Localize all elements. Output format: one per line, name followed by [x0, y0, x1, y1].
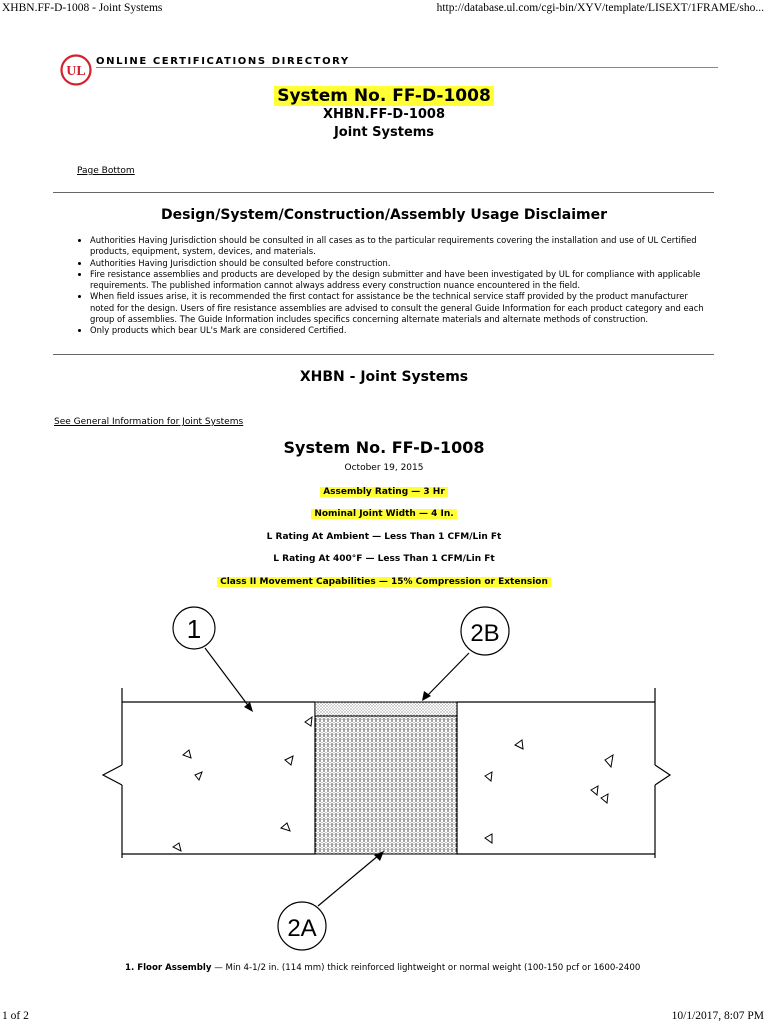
movement-capabilities: [0, 577, 768, 587]
left-concrete-slab: [103, 688, 315, 858]
callout-2b-label: 2B: [470, 620, 500, 647]
movement-capabilities-text: Class II Movement Capabilities — 15% Compression or Extension: [217, 577, 551, 587]
right-concrete-slab: [457, 688, 670, 858]
system-date: October 19, 2015: [344, 463, 424, 473]
l-rating-400f: L Rating At 400°F — Less Than 1 CFM/Lin Ft: [273, 554, 495, 564]
callout-2a: [278, 851, 384, 950]
section-title: XHBN - Joint Systems: [299, 369, 469, 385]
divider: [96, 67, 718, 68]
callout-2a-label: 2A: [287, 915, 317, 942]
list-item: • Authorities Having Jurisdiction should be consulted in all cases as to the particular requirements covering the installation and use of UL Certified products, equipment, system, devices, and materials.: [90, 235, 710, 258]
item-1-description: [125, 963, 640, 973]
page-title-text: System No. FF-D-1008: [274, 86, 494, 106]
item-1-label: 1. Floor Assembly: [125, 963, 212, 973]
divider: [53, 192, 714, 193]
logo-row: [60, 52, 718, 88]
print-url: http://database.ul.com/cgi-bin/XYV/template/LISEXT/1FRAME/sho...: [436, 2, 764, 14]
print-page-title: XHBN.FF-D-1008 - Joint Systems: [2, 2, 163, 14]
ul-logo-text: UL: [66, 64, 86, 79]
print-header: [0, 0, 768, 18]
mineral-wool-packing: [315, 716, 457, 854]
print-datetime: 10/1/2017, 8:07 PM: [671, 1010, 764, 1022]
general-info-link[interactable]: See General Information for Joint Systems: [54, 417, 244, 427]
item-1-text: — Min 4-1/2 in. (114 mm) thick reinforced lightweight or normal weight (100-150 pcf or 1600-2400: [211, 963, 641, 973]
assembly-rating-text: Assembly Rating — 3 Hr: [320, 487, 448, 497]
list-item: • When field issues arise, it is recommended the first contact for assistance be the technical service staff provided by the product manufacturer noted for the design. Users of fire resistance assemblies are advised to consult the general Guide Information for each product category and each group of assemblies. The Guide Information includes specifics concerning alternate materials and alternate methods of construction.: [90, 291, 710, 325]
joint-system-drawing: [95, 600, 695, 956]
list-item: • Fire resistance assemblies and products are developed by the design submitter and have been investigated by UL for compliance with applicable requirements. The published information cannot always address every construction nuance encountered in the field.: [90, 269, 710, 292]
callout-1-label: 1: [186, 614, 202, 644]
disclaimer-list: [78, 235, 710, 337]
directory-title: ONLINE CERTIFICATIONS DIRECTORY: [96, 56, 350, 67]
print-footer: [0, 1008, 768, 1024]
callout-1: [173, 607, 253, 712]
disclaimer-title: Design/System/Construction/Assembly Usage Disclaimer: [160, 207, 608, 223]
divider: [53, 354, 714, 355]
list-item: • Only products which bear UL's Mark are considered Certified.: [90, 325, 710, 336]
nominal-joint-width: [0, 509, 768, 519]
page-title: [0, 86, 768, 106]
ul-logo: [60, 54, 92, 86]
callout-2b: [422, 607, 509, 701]
fill-void-sealant: [315, 702, 457, 716]
l-rating-ambient: L Rating At Ambient — Less Than 1 CFM/Lin Ft: [266, 532, 502, 542]
print-page-number: 1 of 2: [2, 1010, 29, 1022]
system-title: System No. FF-D-1008: [283, 438, 485, 457]
page-bottom-link[interactable]: Page Bottom: [77, 166, 135, 176]
list-item: • Authorities Having Jurisdiction should be consulted before construction.: [90, 258, 710, 269]
system-code: XHBN.FF-D-1008: [323, 107, 445, 122]
system-category: Joint Systems: [333, 125, 435, 140]
assembly-rating: [0, 487, 768, 497]
nominal-joint-width-text: Nominal Joint Width — 4 In.: [311, 509, 456, 519]
